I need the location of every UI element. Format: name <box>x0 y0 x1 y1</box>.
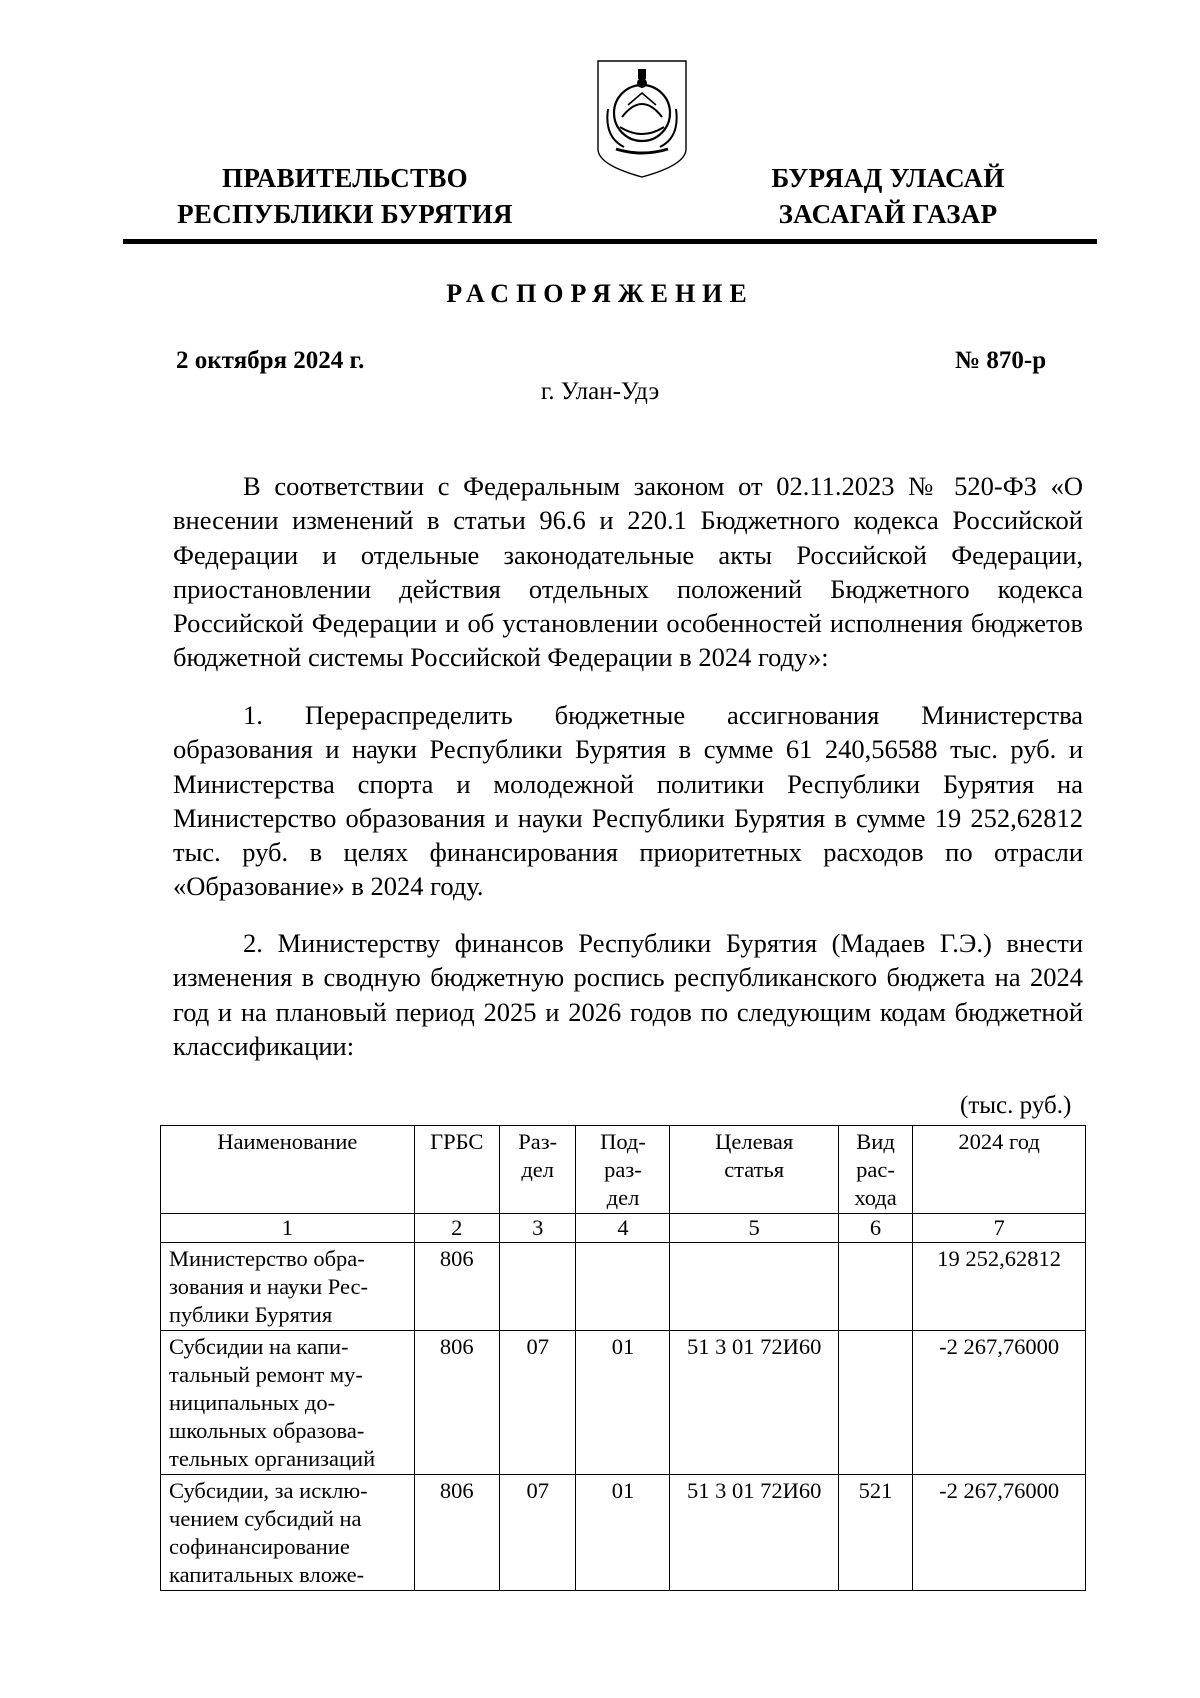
cell-name: Субсидии, за исклю- чением субсидий на софинансирование капитальных вложе- <box>161 1475 415 1591</box>
col-header-vid: Вид рас- хода <box>838 1126 912 1214</box>
document-type: РАСПОРЯЖЕНИЕ <box>446 279 754 308</box>
cell-vid <box>838 1243 912 1331</box>
col-header-name: Наименование <box>161 1126 415 1214</box>
table-units: (тыс. руб.) <box>960 1092 1072 1119</box>
government-name-bua-line2: ЗАСАГАЙ ГАЗАР <box>778 199 998 229</box>
government-name-bua-line1: БУРЯАД УЛАСАЙ <box>771 163 1005 193</box>
cell-grbs: 806 <box>414 1331 499 1475</box>
column-number-cell: 1 <box>161 1214 415 1243</box>
document-date: 2 октября 2024 г. <box>176 347 365 374</box>
cell-podrazdel: 01 <box>576 1475 670 1591</box>
column-number-cell: 2 <box>414 1214 499 1243</box>
cell-razdel <box>499 1243 576 1331</box>
cell-vid <box>838 1331 912 1475</box>
government-name-bua <box>738 160 1038 232</box>
cell-name: Министерство обра- зования и науки Рес- публики Бурятия <box>161 1243 415 1331</box>
column-number-cell: 6 <box>838 1214 912 1243</box>
cell-amount: -2 267,76000 <box>913 1331 1086 1475</box>
paragraph-item-2 <box>173 926 1083 1063</box>
table-header-row <box>161 1126 1086 1214</box>
column-number-cell: 3 <box>499 1214 576 1243</box>
column-number-cell: 4 <box>576 1214 670 1243</box>
cell-grbs: 806 <box>414 1243 499 1331</box>
column-number-cell: 7 <box>913 1214 1086 1243</box>
col-header-podrazdel: Под- раз- дел <box>576 1126 670 1214</box>
col-header-razdel: Раз- дел <box>499 1126 576 1214</box>
table-row <box>161 1243 1086 1331</box>
col-header-target: Целевая статья <box>670 1126 838 1214</box>
government-name-ru-line1: ПРАВИТЕЛЬСТВО <box>222 163 468 193</box>
cell-podrazdel <box>576 1243 670 1331</box>
cell-target <box>670 1243 838 1331</box>
cell-razdel: 07 <box>499 1475 576 1591</box>
paragraph-item-1-text: 1. Перераспределить бюджетные ассигнования Министерства образования и науки Республики Бурятия в сумме 61 240,56588 тыс. руб. и Министерства спорта и молодежной политики Республики Бурятия на Министерство образования и науки Республики Бурятия в сумме 19 252,62812 тыс. руб. в целях финансирования приоритетных расходов по отрасли «Образование» в 2024 году. <box>173 700 1083 902</box>
col-header-grbs: ГРБС <box>414 1126 499 1214</box>
header-divider <box>123 239 1097 244</box>
paragraph-intro-text: В соответствии с Федеральным законом от 02.11.2023 № 520-ФЗ «О внесении изменений в статьи 96.6 и 220.1 Бюджетного кодекса Российской Федерации и отдельные законодательные акты Российской Федерации, приостановлении действия отдельных положений Бюджетного кодекса Российской Федерации и об установлении особенностей исполнения бюджетов бюджетной системы Российской Федерации в 2024 году»: <box>173 471 1083 673</box>
paragraph-item-2-text: 2. Министерству финансов Республики Бурятия (Мадаев Г.Э.) внести изменения в сводную бюджетную роспись республиканского бюджета на 2024 год и на плановый период 2025 и 2026 годов по следующим кодам бюджетной классификации: <box>173 928 1083 1061</box>
cell-target: 51 3 01 72И60 <box>670 1331 838 1475</box>
table-row <box>161 1475 1086 1591</box>
document-city: г. Улан-Удэ <box>540 378 660 405</box>
table-row <box>161 1331 1086 1475</box>
government-name-ru-line2: РЕСПУБЛИКИ БУРЯТИЯ <box>177 199 513 229</box>
cell-amount: 19 252,62812 <box>913 1243 1086 1331</box>
cell-razdel: 07 <box>499 1331 576 1475</box>
cell-vid: 521 <box>838 1475 912 1591</box>
cell-target: 51 3 01 72И60 <box>670 1475 838 1591</box>
paragraph-intro <box>173 469 1083 675</box>
column-number-cell: 5 <box>670 1214 838 1243</box>
col-header-year: 2024 год <box>913 1126 1086 1214</box>
cell-name: Субсидии на капи- тальный ремонт му- ниципальных до- школьных образова- тельных организаций <box>161 1331 415 1475</box>
cell-podrazdel: 01 <box>576 1331 670 1475</box>
budget-table <box>160 1125 1086 1591</box>
table-column-number-row <box>161 1214 1086 1243</box>
coat-of-arms-icon <box>594 57 690 181</box>
cell-grbs: 806 <box>414 1475 499 1591</box>
cell-amount: -2 267,76000 <box>913 1475 1086 1591</box>
paragraph-item-1 <box>173 698 1083 904</box>
government-name-ru <box>160 160 530 232</box>
document-number: № 870-р <box>955 347 1047 374</box>
